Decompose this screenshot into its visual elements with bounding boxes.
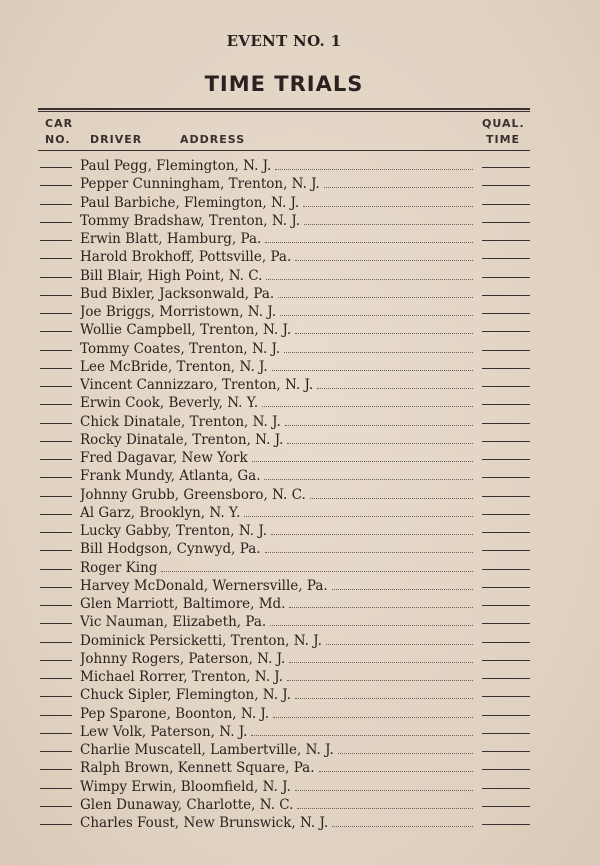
dot-leader (270, 614, 473, 626)
driver-name-address: Lucky Gabby, Trenton, N. J. (80, 523, 268, 539)
dot-leader (319, 760, 473, 772)
driver-name-address: Vic Nauman, Elizabeth, Pa. (80, 614, 267, 631)
car-number-blank (40, 222, 72, 223)
dot-leader (326, 633, 473, 645)
qual-time-blank (482, 678, 530, 679)
qual-time-blank (482, 769, 530, 770)
qual-time-blank (482, 496, 530, 497)
driver-name-address: Tommy Coates, Trenton, N. J. (80, 340, 281, 357)
car-number-blank (40, 277, 72, 278)
driver-name-address: Al Garz, Brooklyn, N. Y. (80, 504, 241, 521)
qual-time-blank (482, 532, 530, 533)
header-car-label: CAR (45, 117, 74, 130)
qual-time-blank (482, 605, 530, 606)
header-rule-top (38, 108, 530, 112)
dot-leader (295, 687, 473, 699)
qual-time-blank (482, 751, 530, 752)
qual-time-blank (482, 185, 530, 186)
dot-leader (289, 596, 473, 608)
car-number-blank (40, 788, 72, 789)
dot-leader (303, 195, 473, 207)
car-number-blank (40, 404, 72, 405)
dot-leader (285, 414, 473, 426)
qual-time-blank (482, 240, 530, 241)
driver-name-address: Frank Mundy, Atlanta, Ga. (80, 468, 261, 485)
car-number-blank (40, 331, 72, 332)
car-number-blank (40, 769, 72, 770)
page-title: TIME TRIALS (204, 72, 364, 96)
qual-time-blank (482, 404, 530, 405)
dot-leader (271, 523, 473, 535)
qual-time-blank (482, 167, 530, 168)
dot-leader (278, 286, 473, 298)
driver-name-address: Ralph Brown, Kennett Square, Pa. (80, 760, 315, 777)
car-number-blank (40, 806, 72, 807)
qual-time-blank (482, 696, 530, 697)
car-number-blank (40, 386, 72, 387)
qual-time-blank (482, 569, 530, 570)
driver-name-address: Paul Pegg, Flemington, N. J. (80, 158, 272, 174)
driver-name-address: Paul Barbiche, Flemington, N. J. (80, 194, 300, 211)
dot-leader (317, 377, 473, 389)
car-number-blank (40, 240, 72, 241)
driver-entry (80, 815, 475, 833)
car-number-blank (40, 441, 72, 442)
qual-time-blank (482, 715, 530, 716)
car-number-blank (40, 623, 72, 624)
car-number-blank (40, 423, 72, 424)
driver-name-address: Harold Brokhoff, Pottsville, Pa. (80, 249, 292, 266)
dot-leader (251, 724, 473, 736)
car-number-blank (40, 295, 72, 296)
car-number-blank (40, 532, 72, 533)
car-number-blank (40, 696, 72, 697)
car-number-blank (40, 313, 72, 314)
qual-time-blank (482, 477, 530, 478)
driver-name-address: Rocky Dinatale, Trenton, N. J. (80, 431, 284, 448)
driver-name-address: Bill Blair, High Point, N. C. (80, 267, 263, 284)
dot-leader (332, 815, 473, 827)
driver-name-address: Glen Dunaway, Charlotte, N. C. (80, 796, 294, 813)
qual-time-blank (482, 642, 530, 643)
dot-leader (297, 797, 473, 809)
car-number-blank (40, 368, 72, 369)
driver-name-address: Erwin Blatt, Hamburg, Pa. (80, 231, 262, 247)
dot-leader (295, 322, 473, 334)
dot-leader (338, 742, 473, 754)
qual-time-blank (482, 331, 530, 332)
qual-time-blank (482, 386, 530, 387)
driver-name-address: Michael Rorrer, Trenton, N. J. (80, 669, 283, 685)
dot-leader (266, 268, 473, 280)
dot-leader (265, 231, 473, 243)
car-number-blank (40, 678, 72, 679)
driver-name-address: Pepper Cunningham, Trenton, N. J. (80, 176, 320, 193)
qual-time-blank (482, 222, 530, 223)
car-number-blank (40, 550, 72, 551)
driver-name-address: Bill Hodgson, Cynwyd, Pa. (80, 541, 261, 558)
driver-name-address: Erwin Cook, Beverly, N. Y. (80, 395, 259, 412)
car-number-blank (40, 569, 72, 570)
header-rule-bottom (38, 150, 530, 151)
driver-name-address: Lew Volk, Paterson, N. J. (80, 723, 248, 740)
header-driver-label: DRIVER (90, 133, 143, 146)
driver-name-address: Dominick Persicketti, Trenton, N. J. (80, 632, 322, 649)
car-number-blank (40, 350, 72, 351)
qual-time-blank (482, 368, 530, 369)
header-qual-label: QUAL. (482, 117, 525, 130)
car-number-blank (40, 824, 72, 825)
dot-leader (275, 158, 473, 170)
car-number-blank (40, 477, 72, 478)
qual-time-blank (482, 806, 530, 807)
driver-name-address: Chuck Sipler, Flemington, N. J. (80, 687, 291, 704)
dot-leader (265, 541, 473, 553)
dot-leader (287, 669, 473, 681)
qual-time-blank (482, 660, 530, 661)
driver-name-address: Glen Marriott, Baltimore, Md. (80, 596, 286, 612)
dot-leader (287, 432, 473, 444)
car-number-blank (40, 459, 72, 460)
car-number-blank (40, 496, 72, 497)
dot-leader (161, 560, 473, 572)
driver-name-address: Bud Bixler, Jacksonwald, Pa. (80, 285, 275, 302)
driver-name-address: Lee McBride, Trenton, N. J. (80, 358, 268, 375)
driver-name-address: Harvey McDonald, Wernersville, Pa. (80, 577, 328, 594)
dot-leader (280, 304, 473, 316)
driver-name-address: Johnny Rogers, Paterson, N. J. (80, 650, 286, 667)
car-number-blank (40, 167, 72, 168)
car-number-blank (40, 642, 72, 643)
qual-time-blank (482, 204, 530, 205)
dot-leader (295, 779, 473, 791)
dot-leader (289, 651, 473, 663)
qual-time-blank (482, 350, 530, 351)
driver-name-address: Charles Foust, New Brunswick, N. J. (80, 815, 329, 831)
dot-leader (310, 487, 473, 499)
qual-time-blank (482, 788, 530, 789)
car-number-blank (40, 514, 72, 515)
driver-name-address: Roger King (80, 559, 158, 576)
driver-name-address: Tommy Bradshaw, Trenton, N. J. (80, 212, 301, 229)
dot-leader (273, 706, 473, 718)
qual-time-blank (482, 295, 530, 296)
qual-time-blank (482, 587, 530, 588)
header-time-label: TIME (486, 133, 521, 146)
driver-name-address: Wimpy Erwin, Bloomfield, N. J. (80, 778, 291, 795)
car-number-blank (40, 258, 72, 259)
dot-leader (304, 213, 473, 225)
qual-time-blank (482, 733, 530, 734)
qual-time-blank (482, 550, 530, 551)
header-address-label: ADDRESS (180, 133, 246, 146)
qual-time-blank (482, 441, 530, 442)
driver-name-address: Fred Dagavar, New York (80, 450, 248, 466)
car-number-blank (40, 587, 72, 588)
car-number-blank (40, 660, 72, 661)
dot-leader (244, 505, 473, 517)
dot-leader (324, 176, 473, 188)
dot-leader (264, 468, 473, 480)
driver-row (0, 813, 600, 835)
car-number-blank (40, 185, 72, 186)
dot-leader (252, 450, 473, 462)
qual-time-blank (482, 514, 530, 515)
car-number-blank (40, 733, 72, 734)
qual-time-blank (482, 258, 530, 259)
driver-name-address: Pep Sparone, Boonton, N. J. (80, 705, 270, 722)
dot-leader (272, 359, 473, 371)
car-number-blank (40, 204, 72, 205)
qual-time-blank (482, 313, 530, 314)
car-number-blank (40, 715, 72, 716)
qual-time-blank (482, 623, 530, 624)
event-label: EVENT NO. 1 (226, 32, 342, 50)
driver-name-address: Vincent Cannizzaro, Trenton, N. J. (80, 377, 314, 393)
driver-name-address: Joe Briggs, Morristown, N. J. (80, 304, 276, 320)
dot-leader (332, 578, 473, 590)
driver-name-address: Wollie Campbell, Trenton, N. J. (80, 322, 292, 339)
car-number-blank (40, 751, 72, 752)
header-no-label: NO. (45, 133, 71, 146)
dot-leader (262, 395, 473, 407)
qual-time-blank (482, 824, 530, 825)
car-number-blank (40, 605, 72, 606)
qual-time-blank (482, 459, 530, 460)
dot-leader (295, 249, 473, 261)
driver-name-address: Charlie Muscatell, Lambertville, N. J. (80, 742, 334, 758)
dot-leader (284, 341, 473, 353)
qual-time-blank (482, 423, 530, 424)
qual-time-blank (482, 277, 530, 278)
driver-name-address: Chick Dinatale, Trenton, N. J. (80, 413, 281, 430)
driver-name-address: Johnny Grubb, Greensboro, N. C. (80, 486, 306, 503)
